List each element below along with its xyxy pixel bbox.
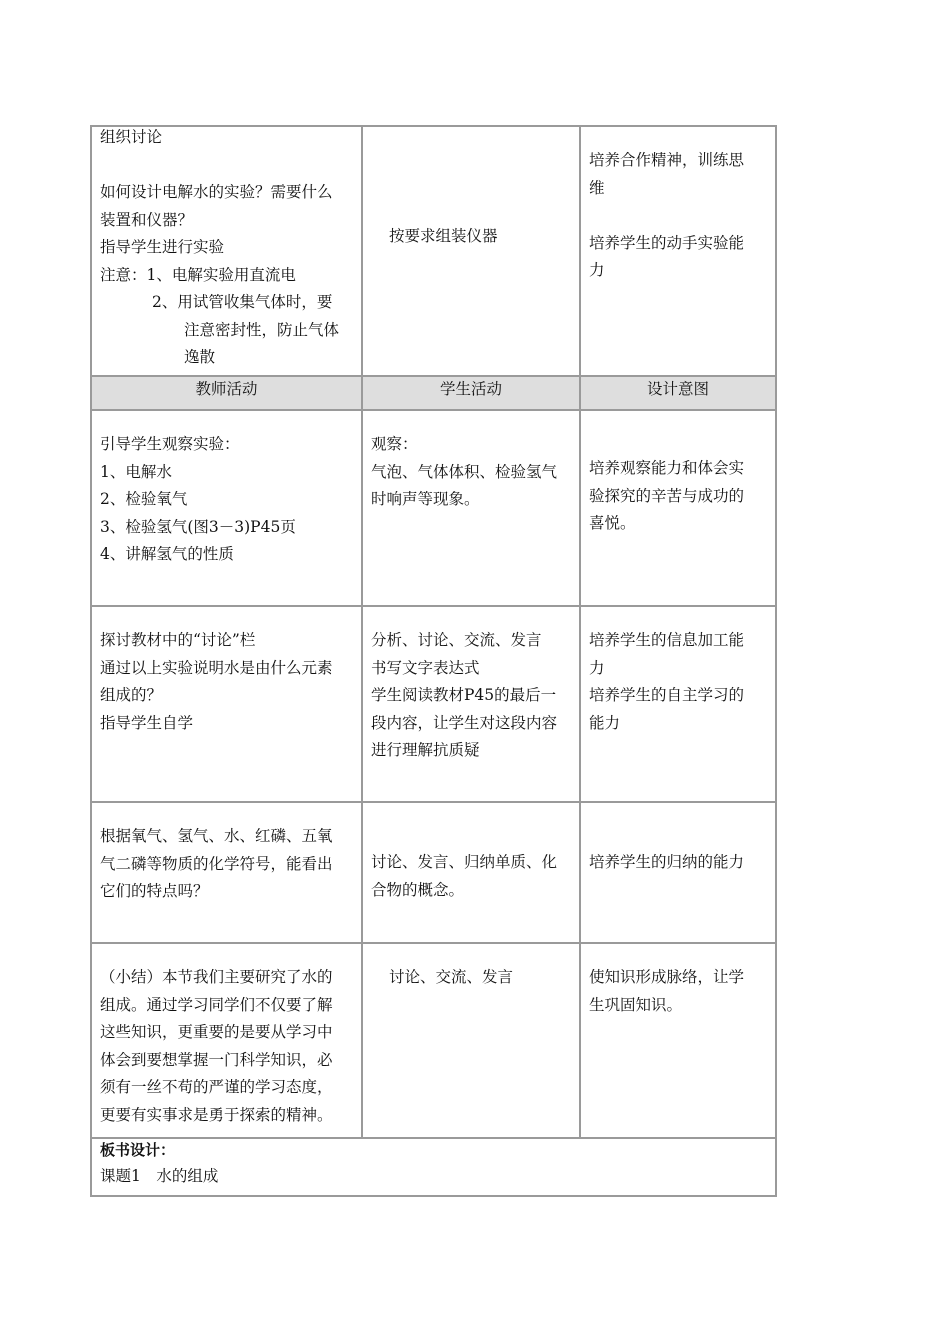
text-line: 能力 [589, 713, 621, 732]
text-line: 培养学生的自主学习的 [589, 686, 745, 704]
design-intent-cell [580, 802, 776, 943]
text-line: 学生阅读教材P45的最后一 [371, 686, 557, 704]
text-line: 气二磷等物质的化学符号，能看出 [100, 854, 333, 873]
text-line: 通过以上实验说明水是由什么元素 [100, 658, 333, 677]
text-line: 2、检验氧气 [100, 490, 188, 508]
text-line: 培养合作精神，训练思 [589, 151, 745, 169]
text-line: 培养观察能力和体会实 [589, 459, 745, 477]
text-line: 进行理解抗质疑 [371, 741, 480, 759]
text-line: 力 [589, 261, 605, 279]
text-line: 力 [589, 658, 605, 677]
table-row [91, 126, 776, 376]
table-row [91, 410, 776, 606]
text-line: 培养学生的动手实验能 [589, 233, 745, 252]
text-line: 须有一丝不苟的严谨的学习态度， [100, 1078, 333, 1096]
text-line: 验探究的辛苦与成功的 [589, 486, 745, 505]
text-line: 组织讨论 [100, 128, 163, 146]
text-line: 它们的特点吗？ [100, 882, 209, 900]
text-line: 维 [589, 178, 605, 197]
text-line: 按要求组装仪器 [389, 227, 498, 245]
text-line: 3、检验氢气(图3－3)P45页 [100, 517, 296, 536]
board-design-cell [91, 1138, 776, 1196]
text-line: 分析、讨论、交流、发言 [371, 631, 542, 649]
design-intent-cell [580, 943, 776, 1138]
student-activity-cell [362, 126, 580, 376]
text-line: 如何设计电解水的实验？需要什么 [100, 183, 333, 201]
text-line: 这些知识，更重要的是要从学习中 [100, 1023, 333, 1041]
text-line: 注意：1、电解实验用直流电 [100, 265, 296, 284]
teacher-activity-cell [91, 802, 362, 943]
text-line: 合物的概念。 [371, 880, 465, 899]
board-design-row [91, 1138, 776, 1196]
text-line: 探讨教材中的“讨论”栏 [100, 631, 256, 649]
lesson-plan-table [90, 125, 777, 1197]
text-line: 1、电解水 [100, 462, 172, 481]
text-line: 2、用试管收集气体时，要 [152, 293, 333, 311]
teacher-activity-cell [91, 943, 362, 1138]
text-line: 引导学生观察实验： [100, 435, 240, 453]
text-line: 装置和仪器？ [100, 210, 194, 229]
text-line: 使知识形成脉络，让学 [589, 968, 745, 986]
text-line: 4、讲解氢气的性质 [100, 545, 234, 563]
table-row [91, 943, 776, 1138]
text-line: 指导学生进行实验 [100, 238, 225, 256]
text-line: 体会到要想掌握一门科学知识，必 [100, 1050, 333, 1069]
design-intent-cell [580, 410, 776, 606]
header-student-activity: 学生活动 [362, 376, 580, 410]
teacher-activity-cell [91, 606, 362, 802]
board-design-title: 板书设计： [100, 1141, 176, 1159]
text-line: 讨论、发言、归纳单质、化 [371, 853, 558, 871]
text-line: 培养学生的信息加工能 [589, 631, 745, 649]
text-line: 时响声等现象。 [371, 490, 480, 508]
student-activity-cell [362, 606, 580, 802]
text-line: 观察： [371, 435, 418, 453]
text-line: 根据氧气、氢气、水、红磷、五氧 [100, 827, 333, 845]
design-intent-cell [580, 126, 776, 376]
text-line: 生巩固知识。 [589, 995, 683, 1014]
design-intent-cell [580, 606, 776, 802]
text-line: 气泡、气体体积、检验氢气 [371, 462, 558, 481]
text-line: （小结）本节我们主要研究了水的 [100, 968, 333, 986]
text-line: 组成。通过学习同学们不仅要了解 [100, 995, 333, 1014]
student-activity-cell [362, 943, 580, 1138]
text-line: 讨论、交流、发言 [389, 968, 514, 986]
teacher-activity-cell [91, 410, 362, 606]
text-line: 注意密封性，防止气体 [184, 320, 340, 339]
table-row [91, 606, 776, 802]
student-activity-cell [362, 802, 580, 943]
table-row [91, 802, 776, 943]
text-line: 组成的？ [100, 686, 163, 704]
board-design-topic: 课题1 水的组成 [100, 1167, 219, 1185]
header-teacher-activity: 教师活动 [91, 376, 362, 410]
text-line: 培养学生的归纳的能力 [589, 853, 745, 871]
text-line: 书写文字表达式 [371, 658, 480, 677]
text-line: 指导学生自学 [100, 713, 194, 732]
text-line: 更要有实事求是勇于探索的精神。 [100, 1105, 333, 1124]
text-line: 逸散 [184, 348, 216, 366]
text-line: 段内容，让学生对这段内容 [371, 713, 558, 732]
header-design-intent: 设计意图 [580, 376, 776, 410]
teacher-activity-cell [91, 126, 362, 376]
table-header-row [91, 376, 776, 410]
text-line: 喜悦。 [589, 514, 636, 532]
student-activity-cell [362, 410, 580, 606]
